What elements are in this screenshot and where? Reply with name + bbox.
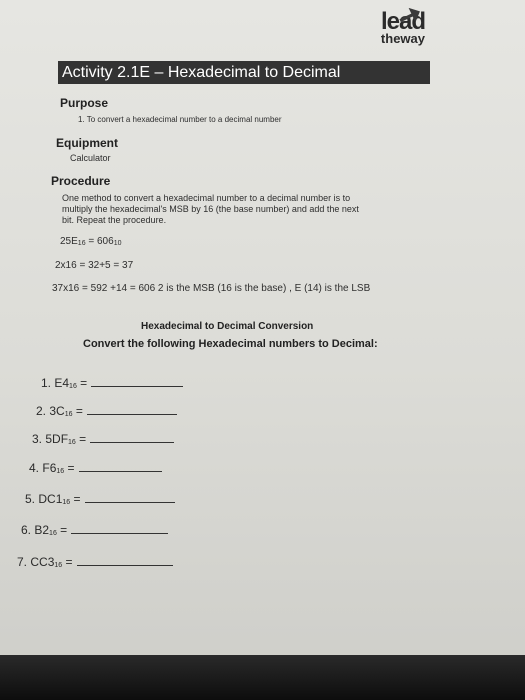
question-base: 16 <box>56 468 65 475</box>
table-surface <box>0 655 525 700</box>
procedure-text-line-3: bit. Repeat the procedure. <box>62 215 167 225</box>
answer-blank[interactable] <box>77 554 173 566</box>
question-hex: F6 <box>42 461 57 475</box>
question-equals: = <box>62 555 73 569</box>
question-base: 16 <box>62 499 71 506</box>
question-hex: E4 <box>54 376 70 390</box>
question-base: 16 <box>69 383 77 390</box>
question-base: 16 <box>68 439 76 446</box>
question-hex: CC3 <box>30 555 55 569</box>
example-line-2: 2x16 = 32+5 = 37 <box>55 260 134 271</box>
question-hex: 3C <box>49 404 65 418</box>
example-line-3: 37x16 = 592 +14 = 606 2 is the MSB (16 is the base) , E (14) is the LSB <box>52 283 371 294</box>
question-hex: 5DF <box>45 432 69 446</box>
answer-blank[interactable] <box>71 522 168 534</box>
question-number: 4. <box>29 461 40 475</box>
equipment-item: Calculator <box>70 153 111 163</box>
question-item <box>36 403 177 418</box>
question-number: 1. <box>41 376 52 390</box>
example-line-1 <box>60 236 121 247</box>
example-hex-base: 16 <box>77 240 86 247</box>
question-item <box>17 554 173 569</box>
conversion-title: Hexadecimal to Decimal Conversion <box>141 321 314 332</box>
answer-blank[interactable] <box>85 491 175 503</box>
question-number: 2. <box>36 404 47 418</box>
question-item <box>25 491 175 506</box>
question-number: 7. <box>17 555 28 569</box>
question-equals: = <box>64 461 75 475</box>
question-equals: = <box>75 432 87 446</box>
question-hex: DC1 <box>38 492 63 506</box>
logo-text-theway: theway <box>380 31 425 46</box>
activity-title-banner: Activity 2.1E – Hexadecimal to Decimal <box>58 61 430 84</box>
question-base: 16 <box>49 530 57 537</box>
pltw-logo <box>355 10 425 60</box>
question-number: 5. <box>25 492 36 506</box>
question-hex: B2 <box>34 523 50 537</box>
answer-blank[interactable] <box>90 431 174 443</box>
question-item <box>41 375 183 390</box>
question-number: 6. <box>21 523 32 537</box>
question-equals: = <box>56 523 68 537</box>
purpose-heading: Purpose <box>60 96 109 110</box>
question-equals: = <box>72 404 83 418</box>
example-dec-base: 10 <box>113 240 122 247</box>
answer-blank[interactable] <box>79 460 162 472</box>
equipment-heading: Equipment <box>56 136 118 150</box>
question-base: 16 <box>54 562 63 569</box>
answer-blank[interactable] <box>91 375 183 387</box>
question-equals: = <box>76 376 88 390</box>
example-eq: = 606 <box>85 236 114 247</box>
question-item <box>21 522 168 537</box>
conversion-instruction: Convert the following Hexadecimal numbers to Decimal: <box>83 338 378 350</box>
procedure-text-line-1: One method to convert a hexadecimal number to a decimal number is to <box>62 193 351 203</box>
purpose-item: 1. To convert a hexadecimal number to a decimal number <box>78 115 282 124</box>
question-number: 3. <box>32 432 43 446</box>
question-item <box>29 460 162 475</box>
question-equals: = <box>70 492 81 506</box>
procedure-heading: Procedure <box>51 174 111 188</box>
question-item <box>32 431 174 446</box>
answer-blank[interactable] <box>87 403 177 415</box>
procedure-text-line-2: multiply the hexadecimal's MSB by 16 (the base number) and add the next <box>62 204 359 214</box>
logo-text-lead: lead <box>380 8 425 35</box>
example-hex: 25E <box>60 236 78 247</box>
question-base: 16 <box>64 411 73 418</box>
